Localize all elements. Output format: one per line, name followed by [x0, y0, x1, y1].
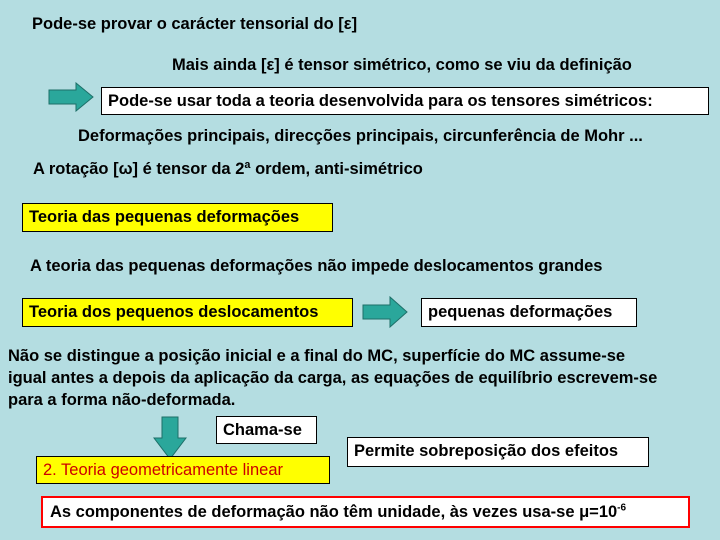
- small-deformations-result-text: pequenas deformações: [428, 303, 613, 321]
- small-deformations-text: Teoria das pequenas deformações: [29, 208, 300, 226]
- superposition-text: Permite sobreposição dos efeitos: [354, 442, 619, 460]
- small-deformations-box: [22, 203, 333, 232]
- paragraph-line-2: igual antes a depois da aplicação da carga, as equações de equilíbrio escrevem-se: [8, 369, 658, 387]
- line-principal-deformations: Deformações principais, direcções principais, circunferência de Mohr ...: [78, 127, 643, 145]
- down-arrow-icon: [153, 416, 187, 460]
- symmetric-theory-text: Pode-se usar toda a teoria desenvolvida para os tensores simétricos:: [108, 92, 653, 110]
- line-large-displacements: A teoria das pequenas deformações não impede deslocamentos grandes: [30, 257, 603, 275]
- geometric-linear-box: [36, 456, 330, 484]
- called-text: Chama-se: [223, 421, 302, 439]
- units-note-box: [41, 496, 690, 528]
- line-rotation-tensor: A rotação [ω] é tensor da 2ª ordem, anti-simétrico: [33, 160, 423, 178]
- right-arrow-icon: [362, 296, 408, 328]
- symmetric-theory-box: [101, 87, 709, 115]
- line-symmetric-tensor: Mais ainda [ε] é tensor simétrico, como se viu da definição: [172, 56, 632, 74]
- paragraph-line-3: para a forma não-deformada.: [8, 391, 236, 409]
- right-arrow-icon: [48, 82, 94, 112]
- small-displacements-box: [22, 298, 353, 327]
- superposition-box: [347, 437, 649, 467]
- line-tensor-proof: Pode-se provar o carácter tensorial do [ε]: [32, 15, 358, 33]
- paragraph-line-1: Não se distingue a posição inicial e a final do MC, superfície do MC assume-se: [8, 347, 626, 365]
- small-displacements-text: Teoria dos pequenos deslocamentos: [29, 303, 319, 321]
- called-box: [216, 416, 317, 444]
- small-deformations-result-box: [421, 298, 637, 327]
- units-note-text: As componentes de deformação não têm unidade, às vezes usa-se μ=10: [50, 503, 618, 521]
- geometric-linear-text: 2. Teoria geometricamente linear: [43, 461, 283, 479]
- units-note-exponent: -6: [617, 502, 627, 514]
